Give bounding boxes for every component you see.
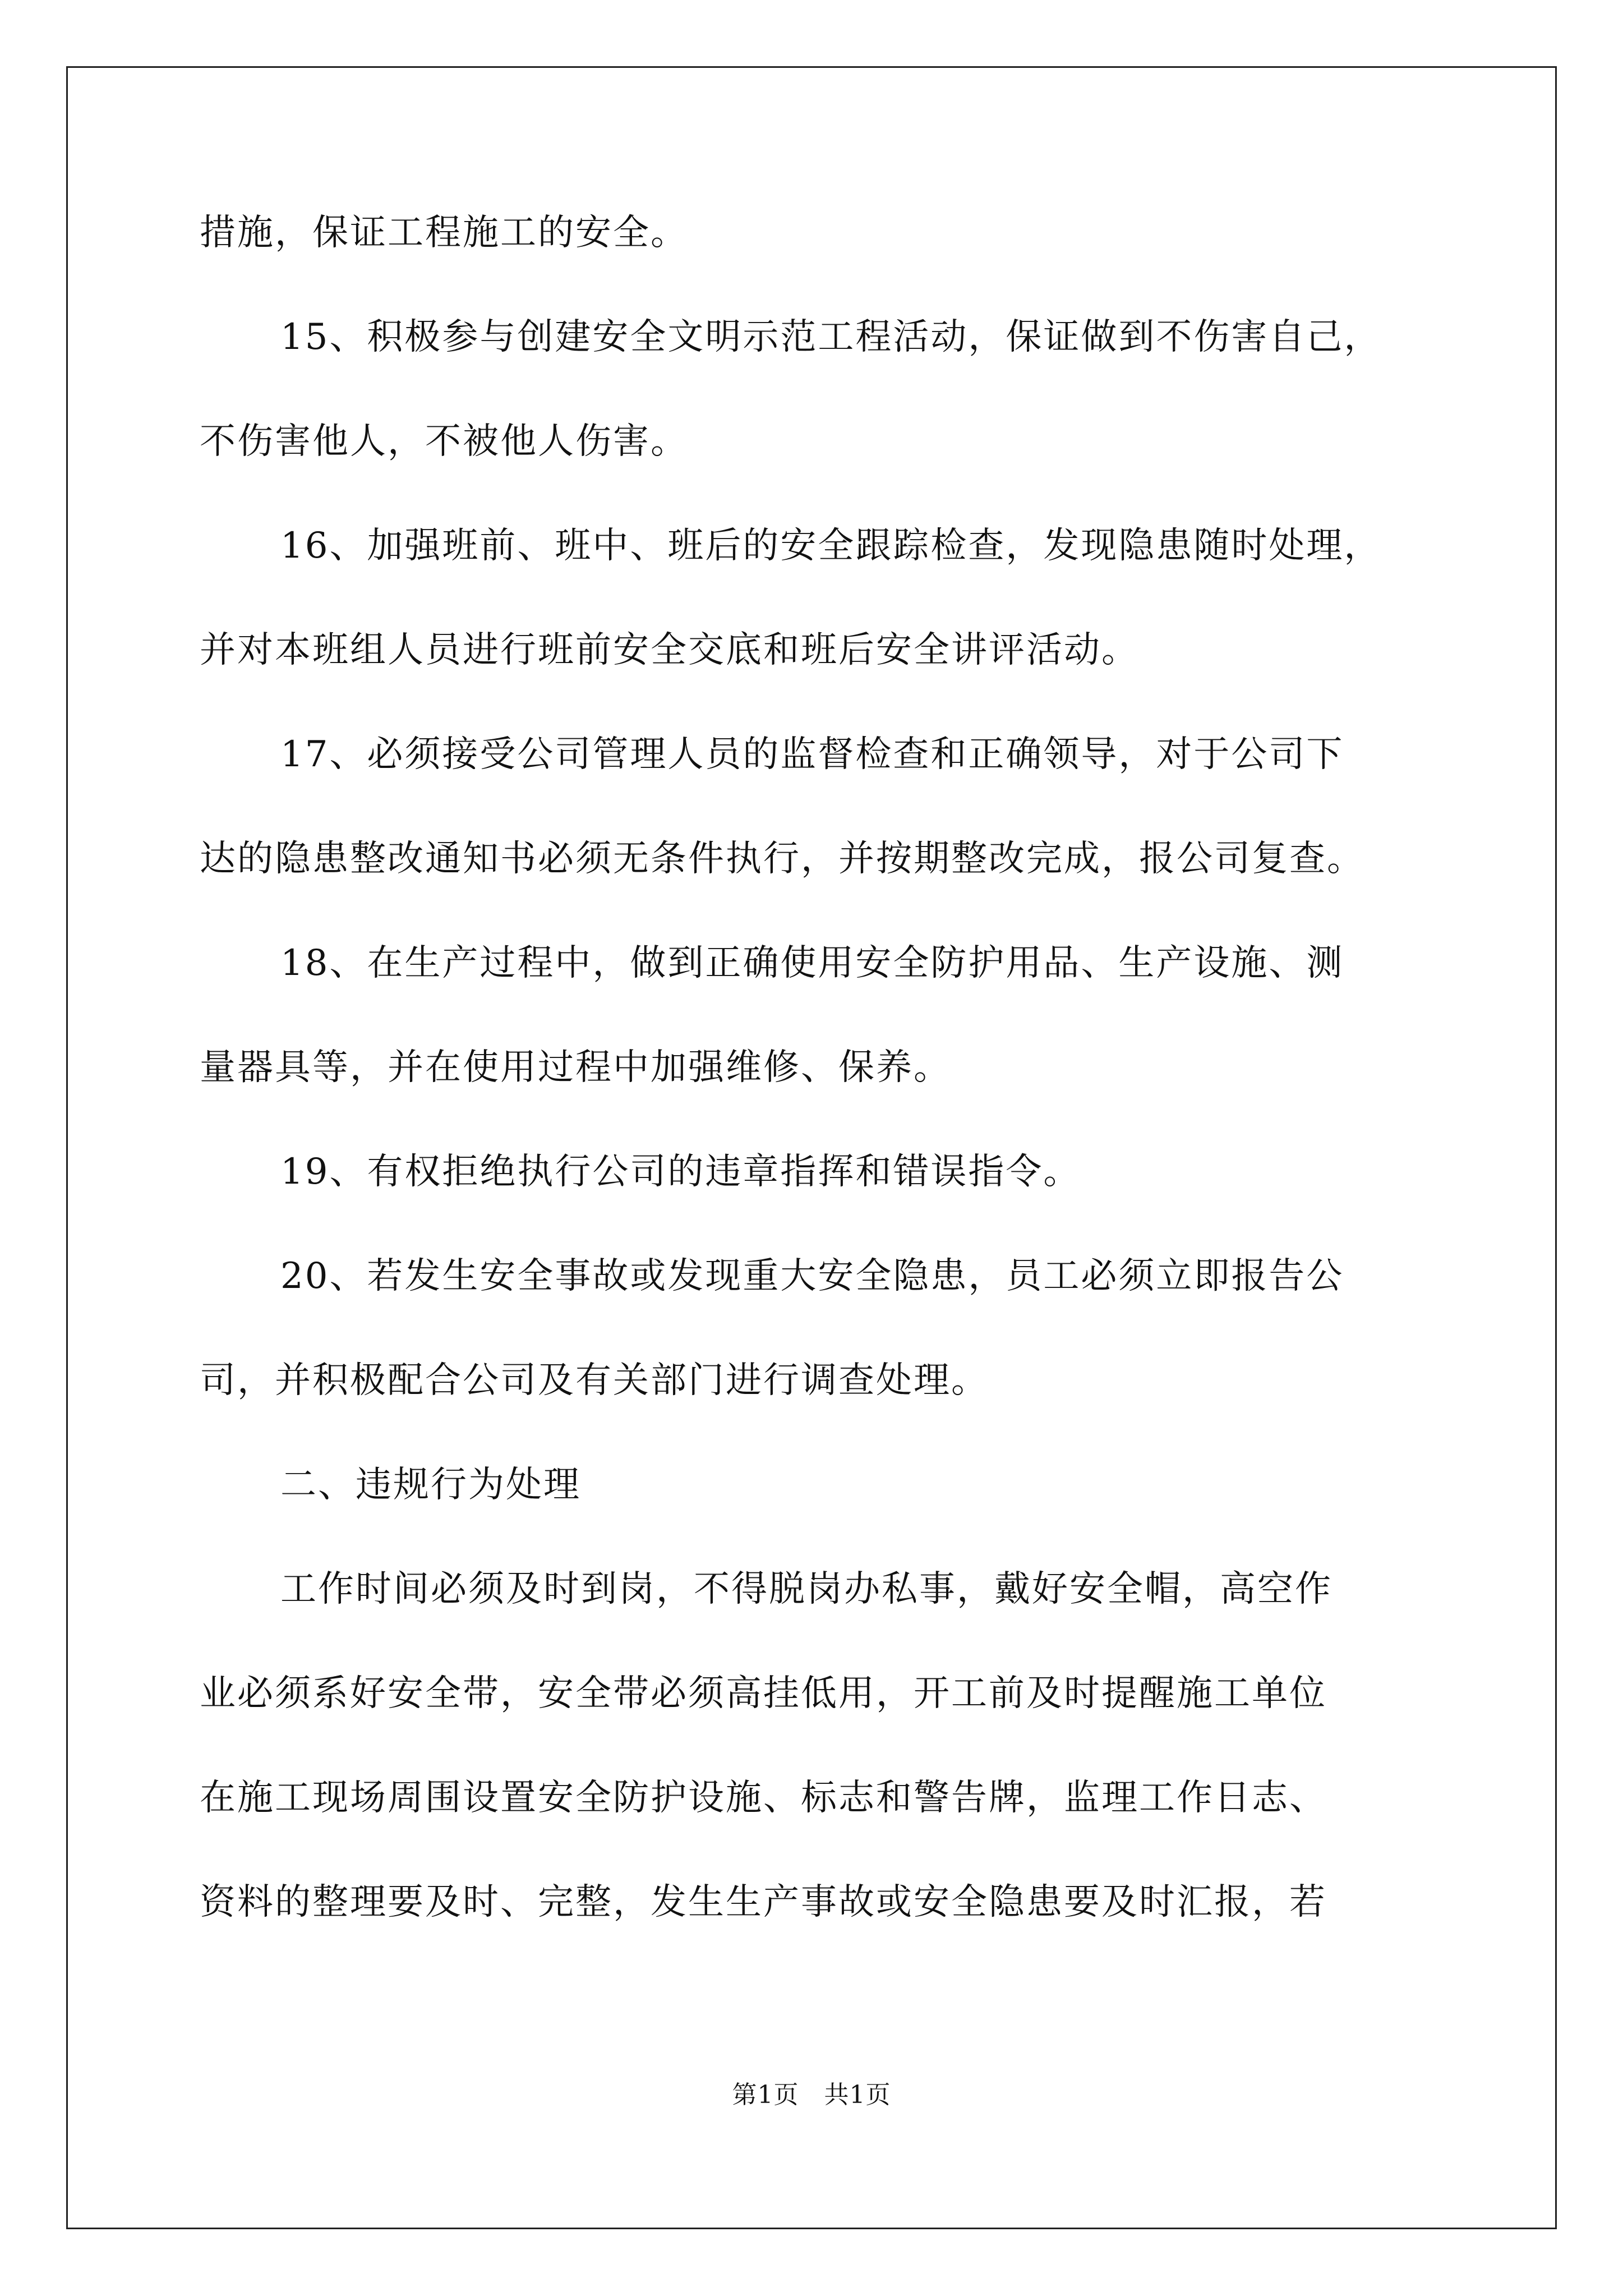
text-line: 达的隐患整改通知书必须无条件执行，并按期整改完成，报公司复查。 xyxy=(200,838,1364,880)
text-line: 15、积极参与创建安全文明示范工程活动，保证做到不伤害自己， xyxy=(280,316,1382,358)
text-line: 16、加强班前、班中、班后的安全跟踪检查，发现隐患随时处理， xyxy=(280,525,1382,567)
section-heading: 二、违规行为处理 xyxy=(280,1464,581,1506)
text-line: 在施工现场周围设置安全防护设施、标志和警告牌，监理工作日志、 xyxy=(200,1777,1327,1819)
text-line: 措施，保证工程施工的安全。 xyxy=(200,212,688,254)
text-line: 量器具等，并在使用过程中加强维修、保养。 xyxy=(200,1047,951,1088)
text-line: 20、若发生安全事故或发现重大安全隐患，员工必须立即报告公 xyxy=(280,1255,1344,1297)
text-line: 工作时间必须及时到岗，不得脱岗办私事，戴好安全帽，高空作 xyxy=(280,1568,1332,1610)
text-line: 不伤害他人，不被他人伤害。 xyxy=(200,421,688,462)
text-line: 业必须系好安全带，安全带必须高挂低用，开工前及时提醒施工单位 xyxy=(200,1673,1327,1714)
text-line: 司，并积极配合公司及有关部门进行调查处理。 xyxy=(200,1360,989,1401)
text-line: 19、有权拒绝执行公司的违章指挥和错误指令。 xyxy=(280,1151,1081,1193)
text-line: 17、必须接受公司管理人员的监督检查和正确领导，对于公司下 xyxy=(280,734,1344,775)
text-line: 资料的整理要及时、完整，发生生产事故或安全隐患要及时汇报，若 xyxy=(200,1881,1327,1923)
text-line: 并对本班组人员进行班前安全交底和班后安全讲评活动。 xyxy=(200,629,1139,671)
page-footer: 第1页 共1页 xyxy=(732,2081,891,2109)
text-line: 18、在生产过程中，做到正确使用安全防护用品、生产设施、测 xyxy=(280,942,1344,984)
